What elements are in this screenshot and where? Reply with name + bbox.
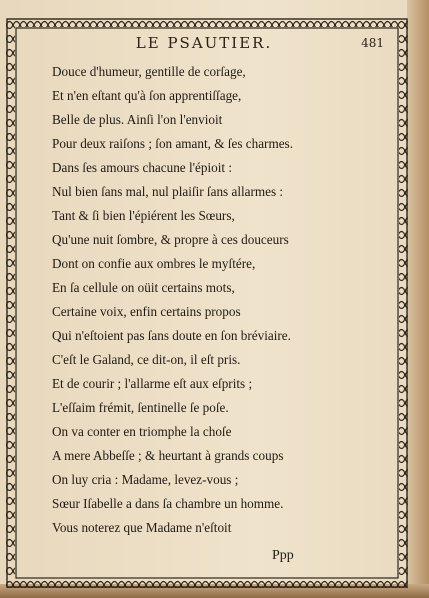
running-title: LE PSAUTIER. xyxy=(135,34,273,52)
catchword: Ppp xyxy=(272,548,294,563)
verse-line: A mere Abbeſſe ; & heurtant à grands coups xyxy=(52,448,284,463)
verse-line: Vous noterez que Madame n'eſtoit xyxy=(52,520,232,535)
verse-line: Tant & ſi bien l'épiérent les Sœurs, xyxy=(52,208,235,223)
verse-line: Certaine voix, enfin certains propos xyxy=(52,304,241,319)
verse-line: Belle de plus. Ainſi l'on l'envioit xyxy=(52,112,223,127)
verse-line: Et de courir ; l'allarme eſt aux eſprits ; xyxy=(52,376,253,391)
verse-line: Nul bien ſans mal, nul plaiſir ſans allarmes : xyxy=(52,184,284,199)
verse-line: Dont on confie aux ombres le myſtére, xyxy=(52,256,256,271)
page-header xyxy=(18,34,390,56)
verse-line: Dans ſes amours chacune l'épioit : xyxy=(52,160,232,175)
verse-line: Douce d'humeur, gentille de corſage, xyxy=(52,64,246,79)
facing-page-edge xyxy=(407,0,429,598)
verse-line: On luy cria : Madame, levez-vous ; xyxy=(52,472,239,487)
verse-line: C'eſt le Galand, ce dit-on, il eſt pris. xyxy=(52,352,241,367)
verse-line: Qui n'eſtoient pas ſans doute en ſon bréviaire. xyxy=(52,328,291,343)
verse-line: L'eſſaim frémit, ſentinelle ſe poſe. xyxy=(52,400,229,415)
verse-line: En ſa cellule on oüit certains mots, xyxy=(52,280,235,295)
verse-line: On va conter en triomphe la choſe xyxy=(52,424,232,439)
verse-line: Pour deux raiſons ; ſon amant, & ſes charmes. xyxy=(52,136,293,151)
verse-line: Et n'en eſtant qu'à ſon apprentiſſage, xyxy=(52,88,242,103)
page-number: 481 xyxy=(361,36,384,50)
verse-line: Qu'une nuit ſombre, & propre à ces douceurs xyxy=(52,232,289,247)
verse-line: Sœur Iſabelle a dans ſa chambre un homme. xyxy=(52,496,284,511)
